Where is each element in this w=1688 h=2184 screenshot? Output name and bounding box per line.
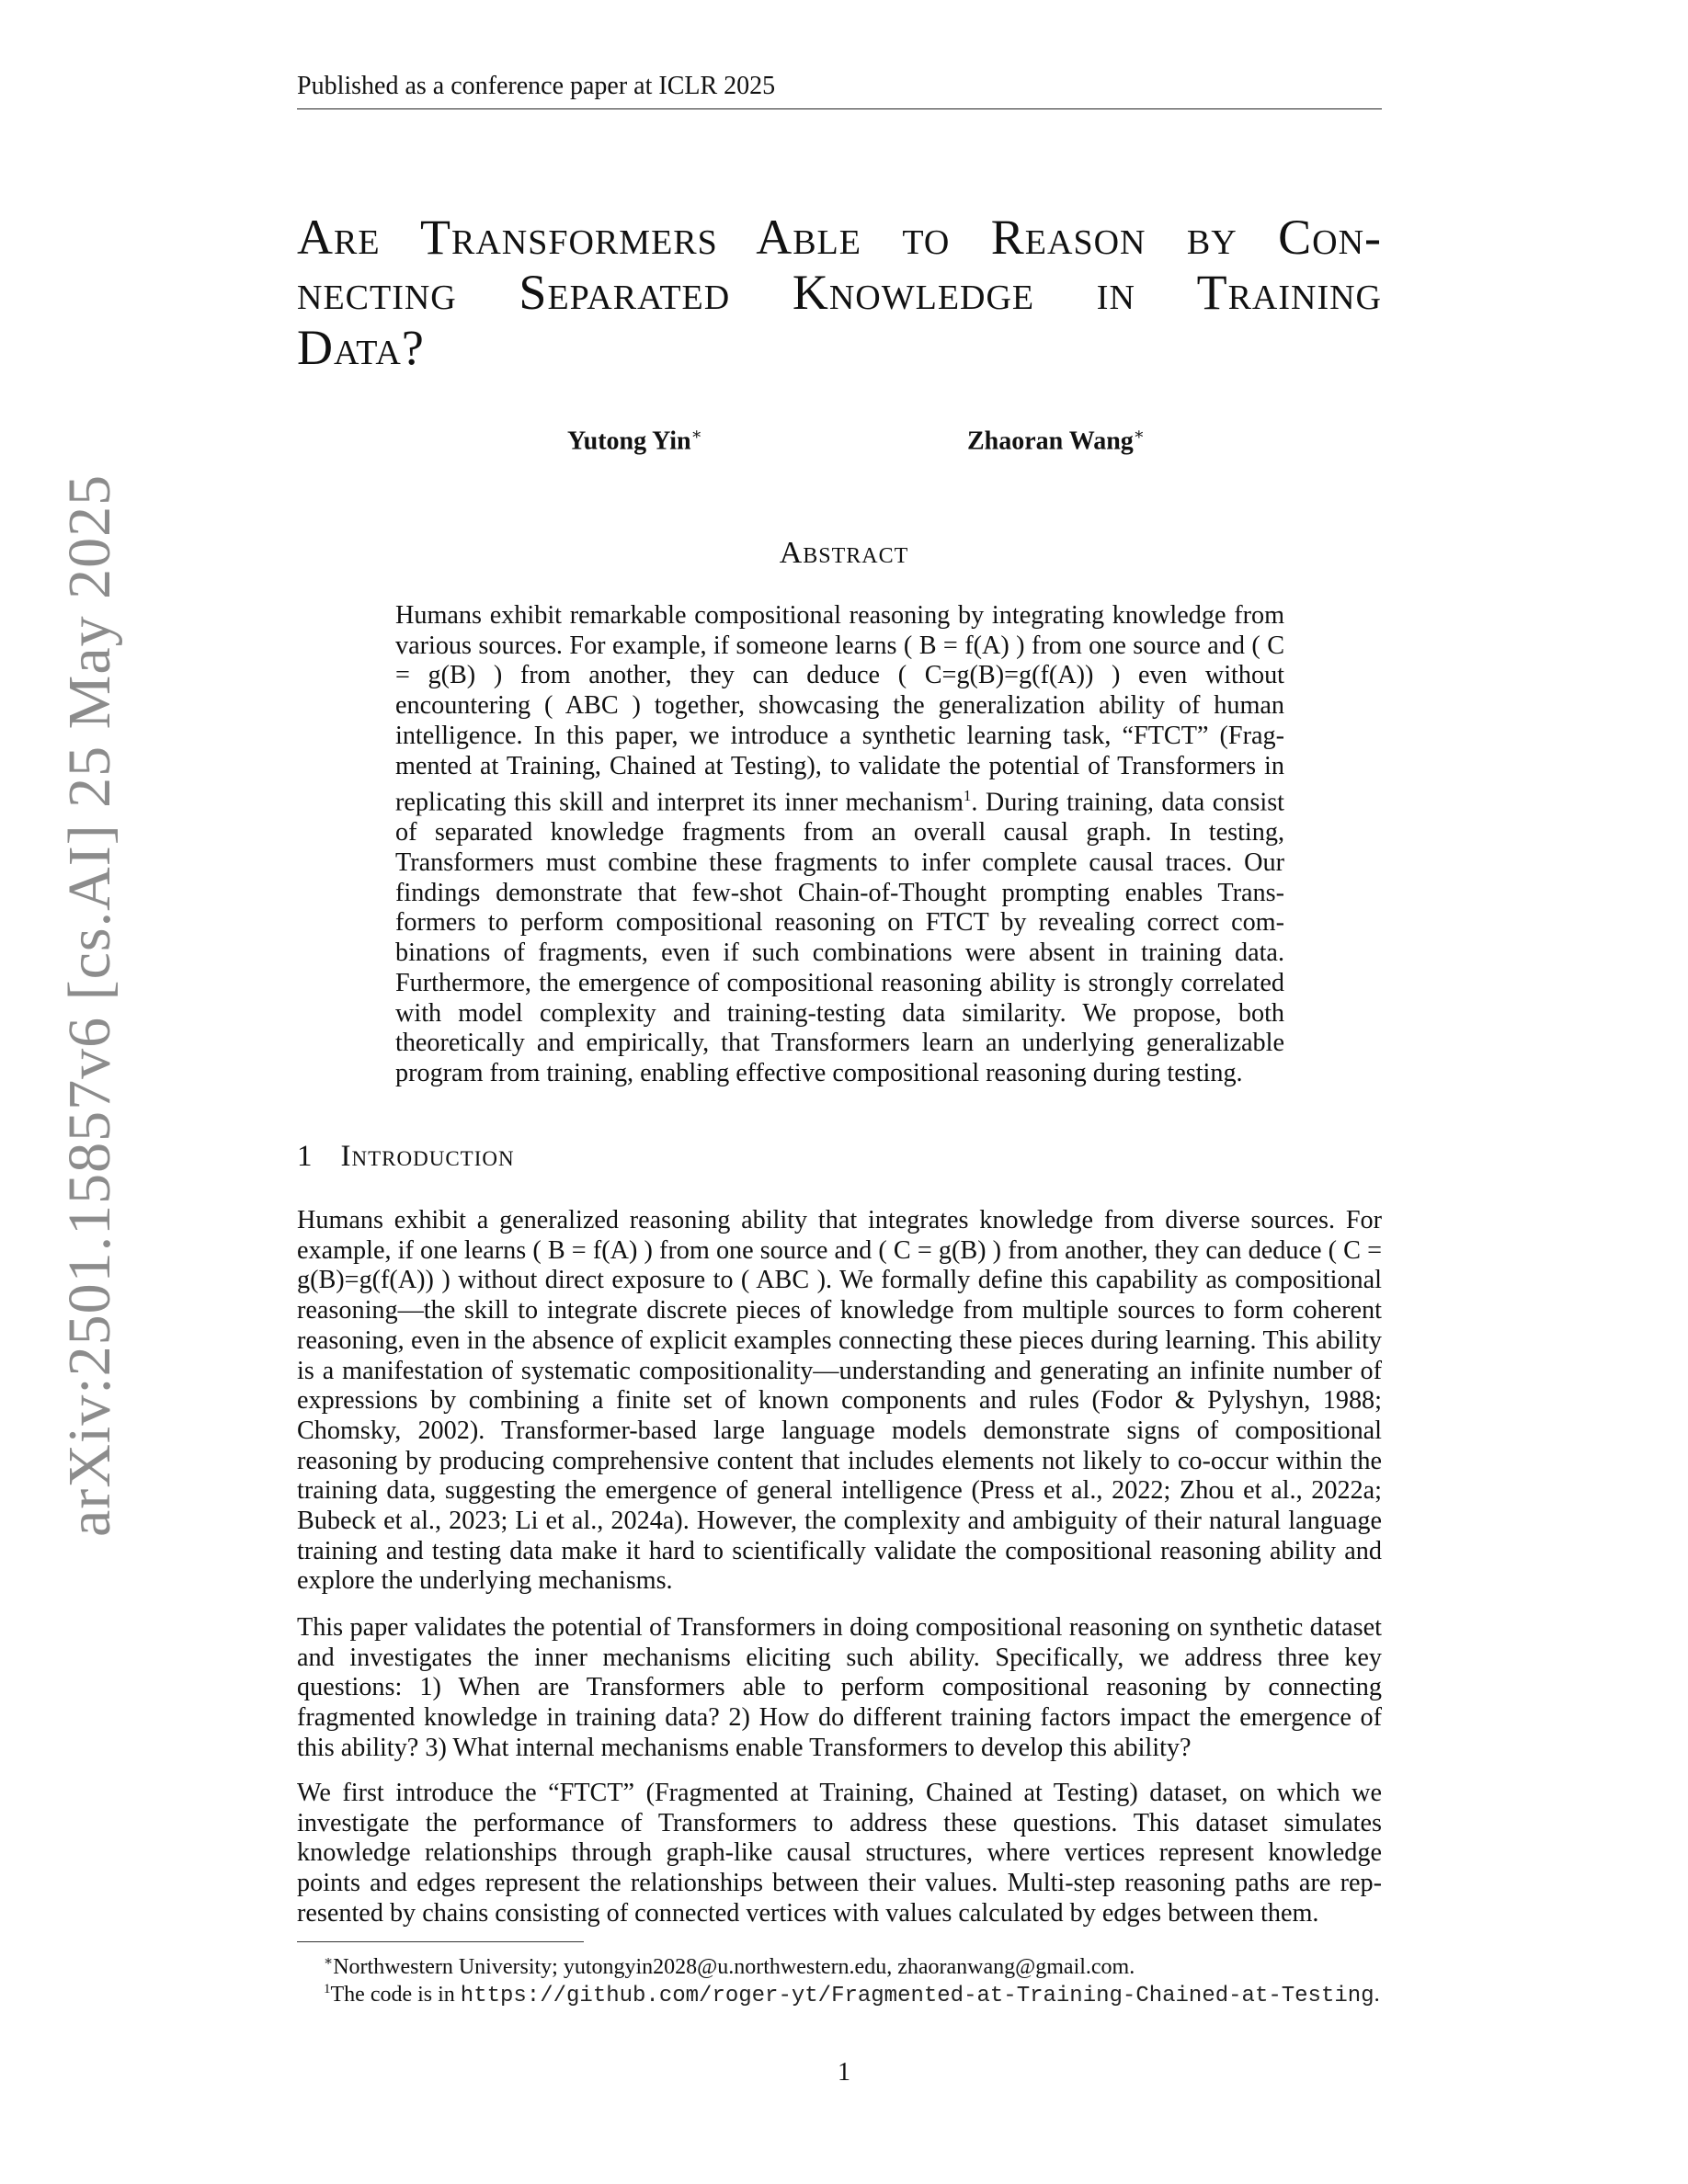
paper-title [297,210,1382,375]
code-repository-link[interactable]: https://github.com/roger-yt/Fragmented-at-Training-Chained-at-Testing [460,1984,1374,2008]
author-name: Zhaoran Wang [967,427,1134,456]
page-number: 1 [838,2058,850,2087]
footnote-divider [297,1941,584,1942]
author-name: Yutong Yin [567,427,691,456]
footnote-ref-1[interactable]: 1 [963,787,972,805]
section-title: Introduction [340,1140,515,1173]
title-line-3: Data? [297,320,425,375]
section-heading-introduction [297,1140,515,1174]
footnote-text: Northwestern University; yutongyin2028@u.northwestern.edu, zhaoranwang@gmail.com. [333,1955,1135,1979]
abstract-text-part-2: . During training, data consist of separated knowledge fragments from an overall causal graph. In testing, Transformers must combine these fragments to infer complete causal traces. Our findings demonstrate that few-shot Chain-of-Thought prompting enables Transformers to perform compositional reasoning on FTCT by revealing correct combinations of fragments, even if such combinations were absent in training data. Furthermore, the emergence of compositional reasoning ability is strongly correlated with model complexity and training-testing data similarity. We propose, both theoretically and empirically, that Transformers learn an underlying generalizable program from training, enabling effective compositional reasoning during testing. [395,788,1285,1087]
footnote-suffix: . [1374,1983,1380,2007]
title-line-1: Are Transformers Able to Reason by Con- [297,210,1382,265]
intro-paragraph-3: We first introduce the “FTCT” (Fragmented at Training, Chained at Testing) dataset, on which we investigate the performance of Transformers to address these questions. This dataset simulates knowledge relationships through graph-like causal structures, where vertices represent knowledge points and edges represent the relationships between their values. Multi-step reasoning paths are represented by chains consisting of connected vertices with values calculated by edges between them. [297,1779,1382,1928]
abstract-heading: Abstract [779,536,909,570]
section-number: 1 [297,1140,314,1173]
abstract-text [395,601,1284,1089]
arxiv-identifier-stamp: arXiv:2501.15857v6 [cs.AI] 25 May 2025 [56,473,123,1537]
footnote-mark: 1 [324,1982,331,1996]
footnote-mark: ∗ [324,1954,334,1969]
abstract-text-part-1: Humans exhibit remarkable compositional reasoning by integrating knowledge from various sources. For example, if someone learns ( B = f(A) ) from one source and ( C = g(B) ) from another, they can deduce ( C=g(B)=g(f(A)) ) even without encountering ( ABC ) together, showcasing the generalization ability of human intelligence. In this paper, we introduce a synthetic learning task, “FTCT” (Fragmented at Training, Chained at Testing), to validate the potential of Transformers in replicating this skill and interpret its inner mechanism [395,601,1284,817]
author-affiliation-mark: ∗ [690,425,702,443]
footnote-code [324,1976,1380,2009]
conference-header: Published as a conference paper at ICLR 2025 [297,72,1382,109]
intro-paragraph-1: Humans exhibit a generalized reasoning ability that integrates knowledge from diverse sources. For example, if one learns ( B = f(A) ) from one source and ( C = g(B) ) from another, they can deduce ( C = g(B)=g(f(A)) ) without direct exposure to ( ABC ). We formally define this capability as compositional reasoning—the skill to integrate discrete pieces of knowledge from multiple sources to form coherent reasoning, even in the absence of explicit examples connecting these pieces during learning. This ability is a manifestation of systematic compositionality—understanding and generating an infinite number of expressions by combining a finite set of known components and rules (Fodor & Pylyshyn, 1988; Chomsky, 2002). Transformer-based large language models demonstrate signs of compositional reasoning by producing comprehensive content that includes elements not likely to co-occur within the training data, suggesting the emergence of general intelligence (Press et al., 2022; Zhou et al., 2022a; Bubeck et al., 2023; Li et al., 2024a). However, the complexity and ambiguity of their natural language training and testing data make it hard to scientifically validate the compositional reasoning ability and explore the underlying mechanisms. [297,1206,1382,1596]
author-zhaoran-wang [967,425,1145,456]
footnote-prefix: The code is in [330,1983,461,2007]
intro-paragraph-2: This paper validates the potential of Transformers in doing compositional reasoning on synthetic dataset and investigates the inner mechanisms eliciting such ability. Specifically, we address three key questions: 1) When are Transformers able to perform compositional reasoning by connecting fragmented knowledge in training data? 2) How do different training factors impact the emergence of this ability? 3) What internal mechanisms enable Transformers to develop this ability? [297,1613,1382,1762]
author-yutong-yin [567,425,702,456]
title-line-2: necting Separated Knowledge in Training [297,265,1382,320]
author-affiliation-mark: ∗ [1133,425,1146,443]
footnote-affiliation [324,1949,1135,1980]
